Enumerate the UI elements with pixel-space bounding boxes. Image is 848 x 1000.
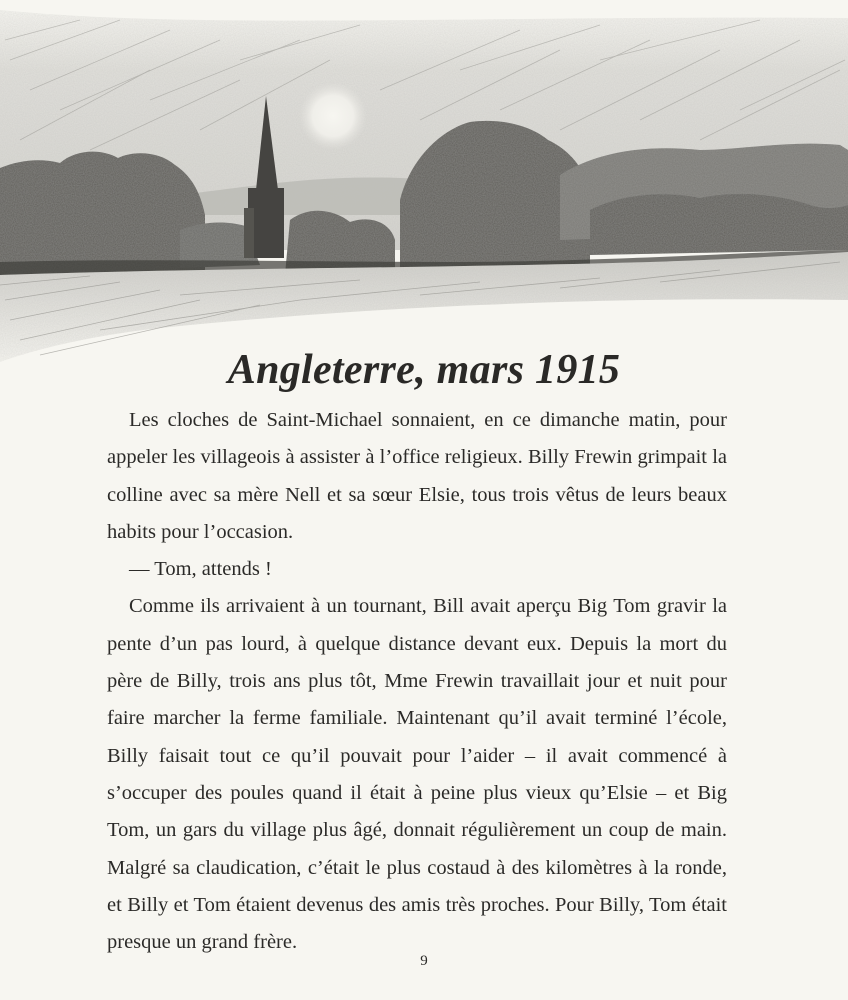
- paragraph: Les cloches de Saint-Michael sonnaient, en ce dimanche matin, pour appeler les villageois à assister à l’office religieux. Billy Frewin grimpait la colline avec sa mère Nell et sa sœur Elsie, tous trois vêtus de leurs beaux habits pour l’occasion.: [107, 409, 727, 543]
- body-text: [107, 402, 727, 961]
- page-number: 9: [420, 953, 428, 969]
- paragraph-dialogue: — Tom, attends !: [129, 558, 272, 581]
- village-landscape-illustration: [0, 0, 848, 380]
- sun: [299, 82, 367, 150]
- chapter-title: Angleterre, mars 1915: [227, 347, 621, 394]
- paragraph: Comme ils arrivaient à un tournant, Bill avait aperçu Big Tom gravir la pente d’un pas lourd, à quelque distance devant eux. Depuis la mort du père de Billy, trois ans plus tôt, Mme Frewin travaillait jour et nuit pour faire marcher la ferme familiale. Maintenant qu’il avait terminé l’école, Billy faisait tout ce qu’il pouvait pour l’aider – il avait commencé à s’occuper des poules quand il était à peine plus vieux qu’Elsie – et Big Tom, un gars du village plus âgé, donnait régulièrement un coup de main. Malgré sa claudication, c’était le plus costaud à des kilomètres à la ronde, et Billy et Tom étaient devenus des amis très proches. Pour Billy, Tom était presque un grand frère.: [107, 595, 727, 954]
